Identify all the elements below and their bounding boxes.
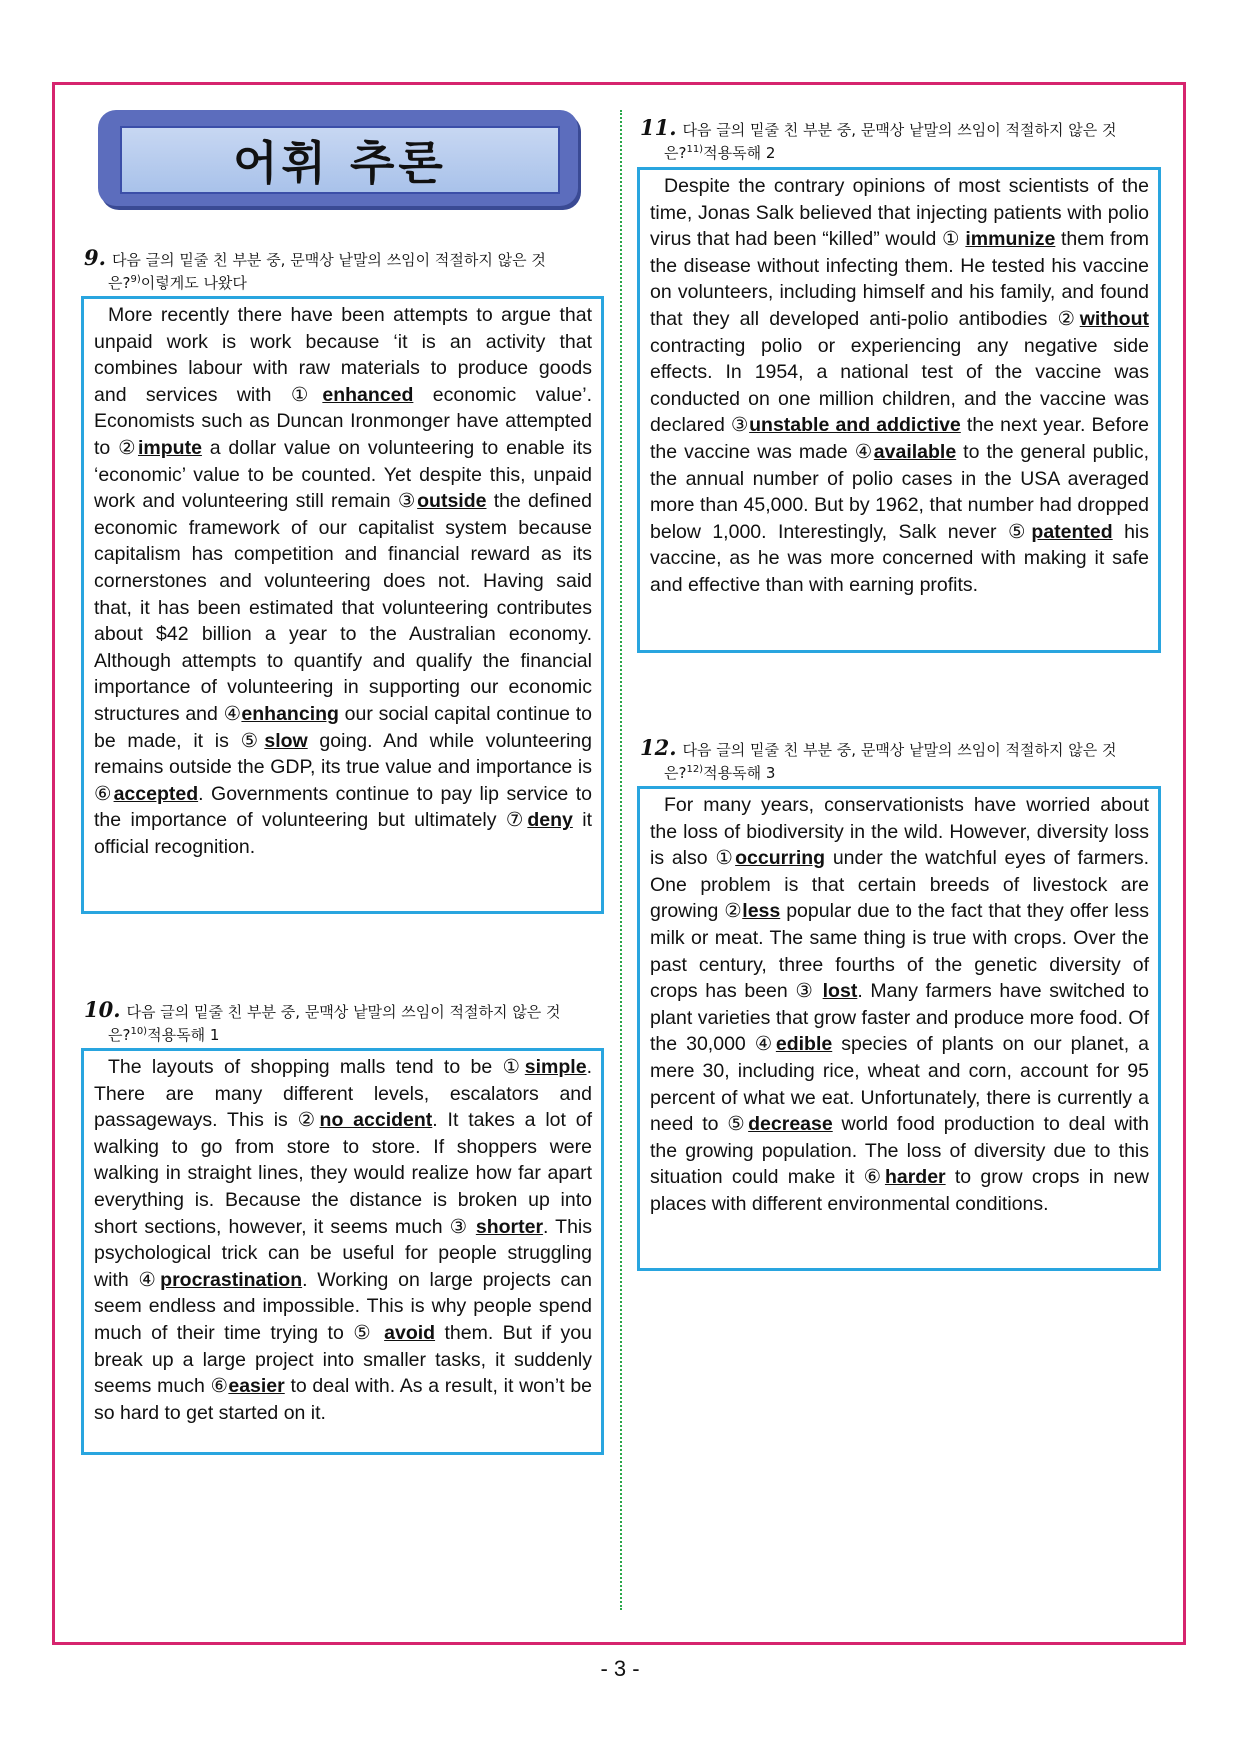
passage-text: world food production to deal with the growing population. The loss of diversity due to this situation could make it ⑥ [650, 1113, 1149, 1189]
passage-text: our social capital continue to be made, it is ⑤ [94, 702, 593, 752]
question-11-header: 11. 다음 글의 밑줄 친 부분 중, 문맥상 낱말의 쓰임이 적절하지 않은 것 은?$^{11)}$적용독해 2 [640, 115, 1117, 162]
footnote-marker: 11) [686, 144, 704, 155]
passage-text: . This psychological trick can be useful for people struggling with ④ [94, 1215, 593, 1291]
question-number: 11. [640, 115, 677, 140]
question-source: 적용독해 2 [703, 144, 776, 162]
underlined-word: patented [1031, 520, 1113, 543]
underlined-word: edible [775, 1033, 833, 1056]
underlined-word: avoid [384, 1321, 436, 1344]
underlined-word: less [742, 900, 781, 923]
underlined-word: unstable and addictive [749, 414, 961, 437]
section-title: 어휘 추론 [120, 126, 560, 194]
underlined-word: immunize [965, 228, 1056, 251]
passage-text: to the general public, the annual number of polio cases in the USA averaged more than 45,000. But by 1962, that number had dropped below 1,000. Interestingly, Salk never ⑤ [650, 440, 1149, 543]
underlined-word: without [1079, 307, 1149, 330]
passage-text: The layouts of shopping malls tend to be ① [108, 1056, 525, 1078]
underlined-word: accepted [113, 782, 199, 805]
underlined-word: harder [884, 1166, 946, 1189]
underlined-word: enhancing [241, 702, 339, 725]
underlined-word: simple [524, 1056, 587, 1078]
passage-text: . Many farmers have switched to plant varieties that grow faster and produce more food. Of the 30,000 ④ [650, 980, 1149, 1056]
passage-text: the defined economic framework of our capitalist system because capitalism has competition and financial reward as its cornerstones and volunteering does not. Having said that, it has been estimated that volunteering contributes about $42 billion a year to the Australian economy. Although attempts to quantify and qualify the financial importance of volunteering in supporting our economic structures and ④ [94, 490, 592, 725]
question-instruction: 다음 글의 밑줄 친 부분 중, 문맥상 낱말의 쓰임이 적절하지 않은 것 [682, 121, 1117, 139]
question-12-passage [637, 786, 1161, 1271]
question-11-passage [637, 167, 1161, 653]
passage-text: them. But if you break up a large project into smaller tasks, it suddenly seems much ⑥ [94, 1321, 592, 1398]
passage-text: For many years, conservationists have worried about the loss of biodiversity in the wild. However, diversity loss is also ① [650, 794, 1149, 870]
underlined-word: enhanced [322, 383, 414, 406]
question-source: 이렇게도 나왔다 [140, 274, 247, 292]
passage-text: popular due to the fact that they offer less milk or meat. The same thing is true with crops. Over the past century, three fourths of the genetic diversity of crops has been ③ [650, 900, 1150, 1003]
passage-text: going. And while volunteering remains outside the GDP, its true value and importance is ⑥ [94, 729, 592, 805]
question-instruction: 다음 글의 밑줄 친 부분 중, 문맥상 낱말의 쓰임이 적절하지 않은 것 [682, 741, 1117, 759]
question-12-header: 12. 다음 글의 밑줄 친 부분 중, 문맥상 낱말의 쓰임이 적절하지 않은 것 은?$^{12)}$적용독해 3 [640, 735, 1117, 782]
passage-text: under the watchful eyes of farmers. One problem is that certain breeds of livestock are growing ② [650, 847, 1149, 923]
question-instruction: 다음 글의 밑줄 친 부분 중, 문맥상 낱말의 쓰임이 적절하지 않은 것 [111, 251, 546, 269]
passage-text: to deal with. As a result, it won’t be so hard to get started on it. [94, 1375, 593, 1424]
question-9-header: 9. 다음 글의 밑줄 친 부분 중, 문맥상 낱말의 쓰임이 적절하지 않은 것 은?$^{9)}$이렇게도 나왔다 [84, 245, 546, 292]
passage-text: . There are many different levels, escalators and passageways. This is ② [94, 1056, 592, 1132]
passage-text: species of plants on our planet, a mere 30, including rice, wheat and corn, account for 95 percent of what we eat. Unfortunately, there is currently a need to ⑤ [650, 1033, 1149, 1136]
page-number: - 3 - [600, 1656, 640, 1681]
footnote-marker: 9) [130, 274, 141, 285]
underlined-word: deny [527, 809, 573, 832]
passage-text: Despite the contrary opinions of most scientists of the time, Jonas Salk believed that injecting patients with polio virus that had been “killed” would ① [650, 175, 1149, 251]
passage-text: . Working on large projects can seem endless and impossible. This is why people spend much of their time trying to ⑤ [94, 1268, 592, 1344]
passage-text: the next year. Before the vaccine was made ④ [650, 414, 1150, 463]
passage-text: economic value’. Economists such as Duncan Ironmonger have attempted to ② [94, 383, 592, 459]
passage-text: it official recognition. [94, 809, 592, 858]
question-10-header: 10. 다음 글의 밑줄 친 부분 중, 문맥상 낱말의 쓰임이 적절하지 않은 것 은?$^{10)}$적용독해 1 [84, 997, 561, 1044]
underlined-word: shorter [475, 1215, 544, 1238]
passage-text: a dollar value on volunteering to enable its ‘economic’ value to be counted. Yet despite this, unpaid work and volunteering still remain ③ [94, 436, 592, 513]
underlined-word: lost [822, 980, 858, 1003]
passage-text: to grow crops in new places with different environmental conditions. [650, 1166, 1149, 1215]
question-source: 적용독해 3 [703, 764, 776, 782]
passage-text: . It takes a lot of walking to go from store to store. If shoppers were walking in straight lines, they would realize how far apart everything is. Because the distance is broken up into short sections, however, it seems much ③ [94, 1109, 593, 1238]
footnote-marker: 12) [686, 764, 704, 775]
passage-text: More recently there have been attempts to argue that unpaid work is work because ‘it is an activity that combines labour with raw materials to produce goods and services with ① [94, 304, 592, 406]
question-instruction: 다음 글의 밑줄 친 부분 중, 문맥상 낱말의 쓰임이 적절하지 않은 것 [126, 1003, 561, 1021]
question-number: 10. [84, 997, 121, 1022]
underlined-word: no accident [319, 1109, 433, 1132]
passage-text: . Governments continue to pay lip service to the importance of volunteering but ultimately ⑦ [94, 782, 592, 832]
underlined-word: easier [228, 1375, 285, 1398]
underlined-word: occurring [735, 847, 826, 870]
underlined-word: procrastination [160, 1268, 303, 1291]
underlined-word: impute [138, 436, 202, 459]
column-divider [620, 110, 622, 1610]
underlined-word: slow [264, 729, 308, 752]
question-10-passage [81, 1048, 604, 1455]
question-9-passage [81, 296, 604, 914]
underlined-word: available [873, 440, 957, 463]
underlined-word: decrease [748, 1113, 833, 1136]
question-number: 9. [84, 245, 106, 270]
question-number: 12. [640, 735, 677, 760]
footnote-marker: 10) [130, 1026, 148, 1037]
passage-text: his vaccine, as he was more concerned with making it safe and effective than with earning profits. [650, 520, 1149, 596]
question-source: 적용독해 1 [147, 1026, 220, 1044]
underlined-word: outside [417, 490, 487, 513]
passage-text: them from the disease without infecting them. He tested his vaccine on volunteers, including himself and his family, and found that they all developed anti-polio antibodies ② [650, 228, 1150, 330]
passage-text: contracting polio or experiencing any negative side effects. In 1954, a national test of the vaccine was conducted on one million children, and the vaccine was declared ③ [650, 334, 1149, 437]
